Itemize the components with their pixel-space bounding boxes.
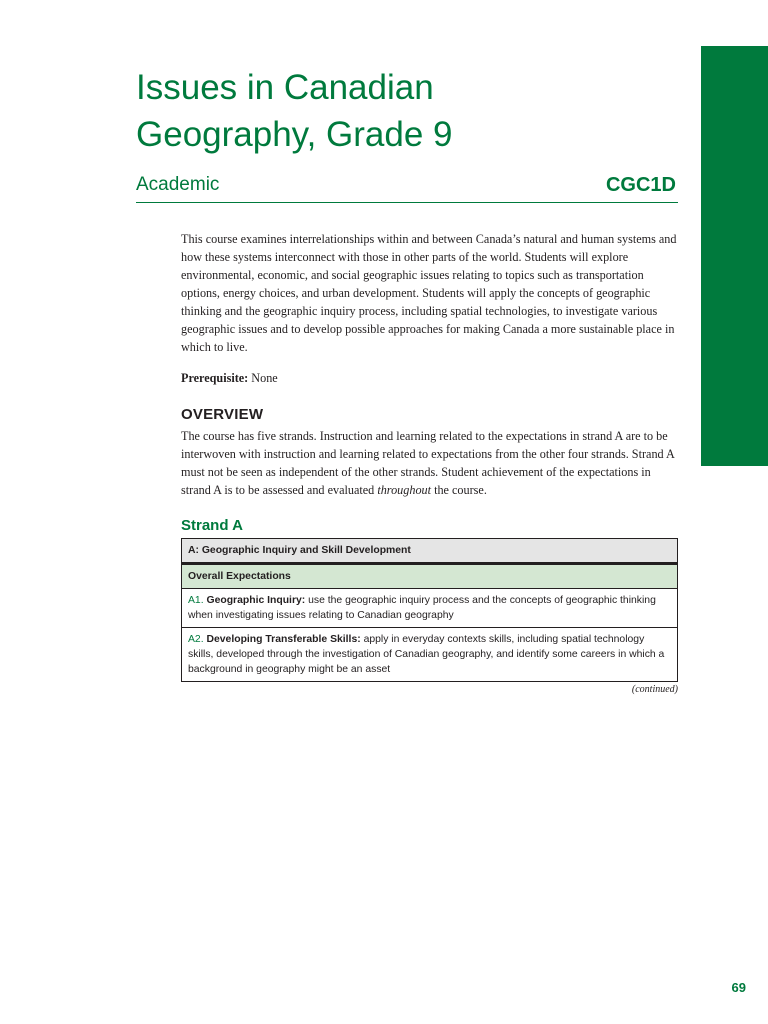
prerequisite-value: None xyxy=(248,371,278,385)
expectation-label: Developing Transferable Skills: xyxy=(206,634,361,645)
expectation-cell xyxy=(182,589,678,628)
section-header-row xyxy=(182,564,678,589)
prerequisite xyxy=(181,369,678,387)
course-subheader xyxy=(136,172,678,203)
main-content xyxy=(181,230,678,695)
strand-title-cell: A: Geographic Inquiry and Skill Development xyxy=(182,539,678,564)
expectation-text: use the geographic inquiry process and the concepts of geographic thinking when investigating issues relating to Canadian geography xyxy=(188,595,656,621)
overview-text xyxy=(181,427,678,499)
overview-emphasis: throughout xyxy=(377,483,432,497)
table-row xyxy=(182,589,678,628)
overview-text-end: the course. xyxy=(431,483,487,497)
page-number: 69 xyxy=(731,980,746,995)
prerequisite-label: Prerequisite: xyxy=(181,371,249,385)
section-header-cell: Overall Expectations xyxy=(182,564,678,589)
expectation-number: A2. xyxy=(188,634,204,645)
continued-note: (continued) xyxy=(631,684,678,695)
table-row xyxy=(182,628,678,682)
course-code: CGC1D xyxy=(605,174,676,196)
side-color-tab xyxy=(701,46,768,466)
overview-text-main: The course has five strands. Instruction and learning related to the expectations in strand A are to be interwoven with instruction and learning related to expectations from the other four strands. Strand A must not be seen as independent of the other strands. Student achievement of the expectations in strand A is to be assessed and evaluated xyxy=(181,429,675,497)
course-level: Academic xyxy=(136,174,220,195)
strand-table xyxy=(181,538,678,682)
overview-heading: OVERVIEW xyxy=(181,406,264,423)
expectation-label: Geographic Inquiry: xyxy=(206,595,306,606)
expectation-cell xyxy=(182,628,678,682)
course-description: This course examines interrelationships within and between Canada’s natural and human systems and how these systems interconnect with those in other parts of the world. Students will explore environmental, economic, and social geographic issues relating to topics such as transportation options, energy choices, and urban development. Students will apply the concepts of geographic thinking and the geographic inquiry process, including spatial technologies, to investigate various geographic issues and to develop possible approaches for making Canada a more sustainable place in which to live. xyxy=(181,232,677,354)
title-line-1: Issues in Canadian xyxy=(136,68,434,107)
title-line-2: Geography, Grade 9 xyxy=(136,115,453,154)
page-title xyxy=(136,64,676,158)
expectation-number: A1. xyxy=(188,595,204,606)
strand-heading: Strand A xyxy=(181,517,243,534)
expectation-text: apply in everyday contexts skills, including spatial technology skills, developed through the investigation of Canadian geography, and identify some careers in which a background in geography might be an asset xyxy=(188,634,665,675)
strand-title-row xyxy=(182,539,678,564)
